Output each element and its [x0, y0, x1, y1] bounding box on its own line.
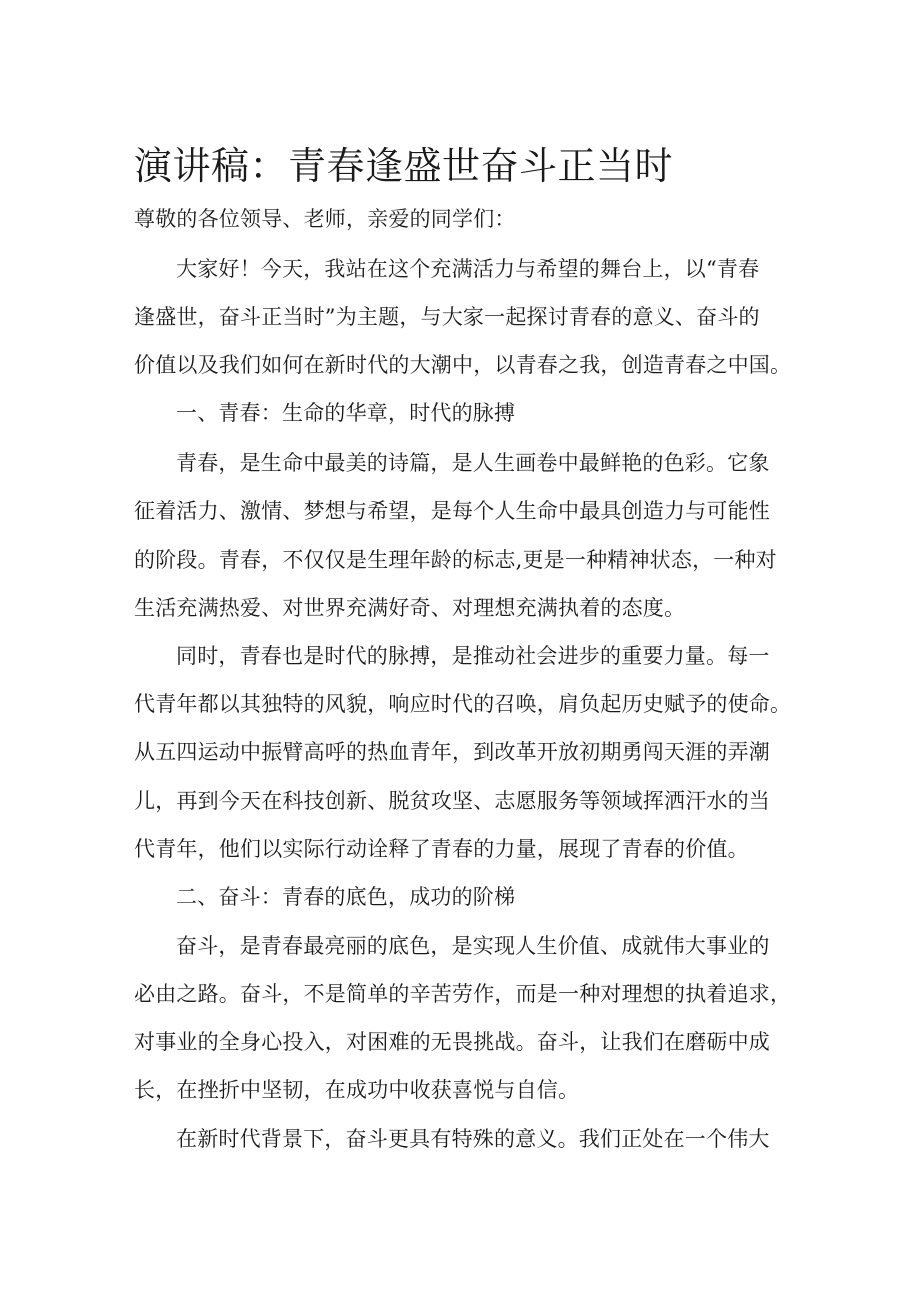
paragraph-line: 的阶段。青春，不仅仅是生理年龄的标志,更是一种精神状态，一种对	[134, 548, 777, 572]
paragraph-line: 价值以及我们如何在新时代的大潮中，以青春之我，创造青春之中国。	[134, 353, 792, 377]
document-title: 演讲稿：青春逢盛世奋斗正当时	[134, 144, 674, 188]
paragraph-line: 青春，是生命中最美的诗篇，是人生画卷中最鲜艳的色彩。它象	[176, 451, 770, 475]
paragraph-line: 奋斗，是青春最亮丽的底色，是实现人生价值、成就伟大事业的	[176, 934, 770, 958]
paragraph-line: 征着活力、激情、梦想与希望，是每个人生命中最具创造力与可能性	[134, 499, 770, 523]
paragraph-line: 长，在挫折中坚韧，在成功中收获喜悦与自信。	[134, 1078, 580, 1102]
paragraph-line: 同时，青春也是时代的脉搏，是推动社会进步的重要力量。每一	[176, 644, 770, 668]
section-heading: 一、青春：生命的华章，时代的脉搏	[176, 401, 516, 425]
paragraph-line: 在新时代背景下，奋斗更具有特殊的意义。我们正处在一个伟大	[176, 1127, 770, 1151]
paragraph-line: 逢盛世，奋斗正当时”为主题，与大家一起探讨青春的意义、奋斗的	[134, 305, 760, 329]
paragraph-line: 代青年都以其独特的风貌，响应时代的召唤，肩负起历史赋予的使命。	[134, 692, 792, 716]
paragraph-line: 儿，再到今天在科技创新、脱贫攻坚、志愿服务等领域挥洒汗水的当	[134, 789, 770, 813]
paragraph-line: 生活充满热爱、对世界充满好奇、对理想充满执着的态度。	[134, 596, 686, 620]
paragraph-line: 大家好！今天，我站在这个充满活力与希望的舞台上，以“青春	[176, 257, 760, 281]
salutation: 尊敬的各位领导、老师，亲爱的同学们：	[134, 207, 516, 231]
paragraph-line: 从五四运动中振臂高呼的热血青年，到改革开放初期勇闯天涯的弄潮	[134, 740, 770, 764]
paragraph-line: 代青年，他们以实际行动诠释了青春的力量，展现了青春的价值。	[134, 837, 749, 861]
paragraph-line: 对事业的全身心投入，对困难的无畏挑战。奋斗，让我们在磨砺中成	[134, 1030, 770, 1054]
paragraph-line: 必由之路。奋斗，不是简单的辛苦劳作，而是一种对理想的执着追求，	[134, 982, 792, 1006]
section-heading: 二、奋斗：青春的底色，成功的阶梯	[176, 885, 516, 909]
